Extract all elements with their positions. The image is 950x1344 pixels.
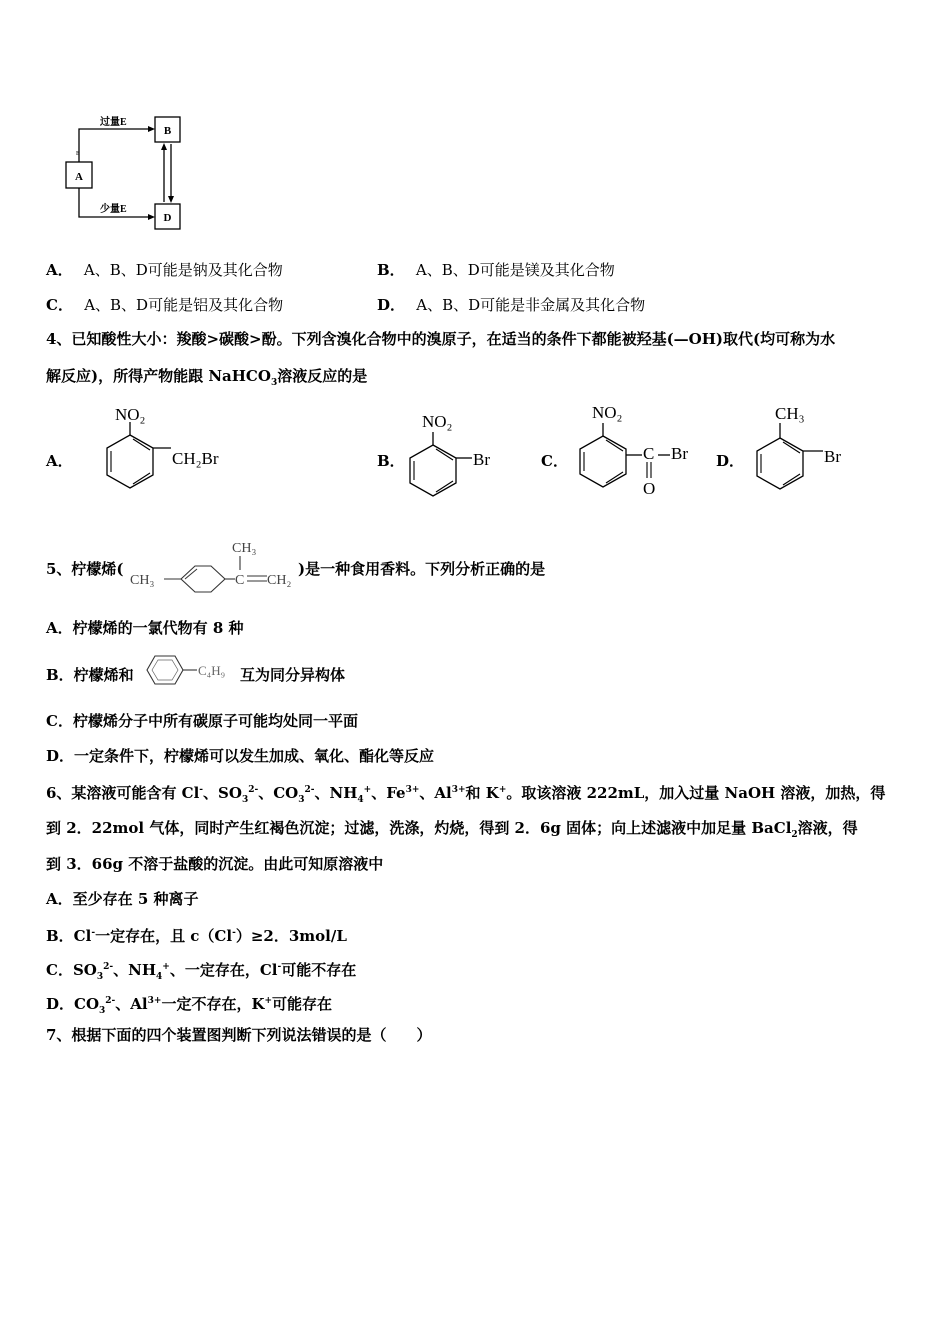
q5-option-a[interactable]: A．柠檬烯的一氯代物有 8 种 <box>46 619 244 637</box>
q7-stem: 7、根据下面的四个装置图判断下列说法错误的是（ ） <box>46 1026 432 1044</box>
svg-text:O: O <box>643 479 656 498</box>
q6-option-d[interactable]: D．$CO_3^{2-}$、$Al^{3+}$一定不存在，K+可能存在 <box>46 995 333 1016</box>
svg-text:CH₂: CH₂ <box>267 573 292 588</box>
q5-option-d[interactable]: D．一定条件下，柠檬烯可以发生加成、氧化、酯化等反应 <box>46 747 435 765</box>
q4-option-d-structure <box>745 398 865 503</box>
q3-option-d-label: D． <box>377 296 406 314</box>
node-b-label: B <box>163 125 172 137</box>
q4-option-a-label[interactable]: A． <box>46 452 73 470</box>
limonene-structure <box>127 532 302 598</box>
q5-option-c[interactable]: C．柠檬烯分子中所有碳原子可能均处同一平面 <box>46 712 358 730</box>
svg-text:CH₂Br: CH₂Br <box>172 449 219 468</box>
svg-text:CH₃: CH₃ <box>130 573 155 588</box>
svg-text:Br: Br <box>824 447 841 466</box>
q4-option-a-structure <box>75 400 220 505</box>
q3-option-b[interactable] <box>377 260 615 280</box>
q6-option-b[interactable]: B．Cl-一定存在，且 c（Cl-）≥2．3mol/L <box>46 927 347 945</box>
q6-stem-line1: 6、某溶液可能含有 Cl-、$SO_3^{2-}$、$CO_3^{2-}$、$NH_4^+$、$Fe^{3+}$、$Al^{3+}$和 K+。取该溶液 222mL，加入过量 NaOH 溶液，加热，得 <box>46 784 886 805</box>
q4-option-b-structure <box>400 405 510 505</box>
q5-stem-post: )是一种食用香料。下列分析正确的是 <box>298 560 546 578</box>
node-a-label: A <box>75 171 83 183</box>
q3-option-d-text: A、B、D可能是非金属及其化合物 <box>416 296 646 314</box>
q4-option-d-label[interactable]: D． <box>716 452 745 470</box>
q3-option-c[interactable] <box>46 295 283 315</box>
q3-option-d[interactable] <box>377 295 645 315</box>
q6-option-a[interactable]: A．至少存在 5 种离子 <box>46 890 199 908</box>
svg-text:C₄H₉: C₄H₉ <box>198 663 226 678</box>
q4-stem-line1: 4、已知酸性大小：羧酸>碳酸>酚。下列含溴化合物中的溴原子，在适当的条件下都能被羟基(—OH)取代(均可称为水 <box>46 330 836 348</box>
svg-text:NO₂: NO₂ <box>592 403 623 422</box>
edge-side-label: E <box>76 151 80 157</box>
q4-option-c-label[interactable]: C． <box>541 452 568 470</box>
q3-option-a-text: A、B、D可能是钠及其化合物 <box>83 261 283 279</box>
q3-option-b-text: A、B、D可能是镁及其化合物 <box>415 261 615 279</box>
q3-option-c-label: C． <box>46 296 73 314</box>
q6-option-c[interactable]: C．$SO_3^{2-}$、$NH_4^+$、一定存在，Cl-可能不存在 <box>46 961 357 982</box>
q5-option-b-post: 互为同分异构体 <box>240 666 346 684</box>
q4-option-b-label[interactable]: B． <box>377 452 405 470</box>
q6-stem-line3: 到 3．66g 不溶于盐酸的沉淀。由此可知原溶液中 <box>46 855 384 873</box>
svg-text:CH₃: CH₃ <box>775 404 805 423</box>
node-d-label: D <box>163 212 172 224</box>
butylbenzene-structure <box>141 650 241 690</box>
q3-option-c-text: A、B、D可能是铝及其化合物 <box>84 296 284 314</box>
reaction-diagram <box>60 110 200 235</box>
q4-stem-line2: 解反应)，所得产物能跟 NaHCO$_3$溶液反应的是 <box>46 367 368 388</box>
svg-text:Br: Br <box>671 444 688 463</box>
svg-text:NO₂: NO₂ <box>422 412 453 431</box>
q3-option-b-label: B． <box>377 261 405 279</box>
svg-text:C: C <box>643 444 655 463</box>
q5-option-b-pre: B．柠檬烯和 <box>46 666 134 684</box>
q4-option-c-structure <box>570 398 700 503</box>
arrow-a-to-b <box>79 129 152 162</box>
q6-stem-line2: 到 2．22mol 气体，同时产生红褐色沉淀；过滤，洗涤，灼烧，得到 2．6g 固体；向上述滤液中加足量 BaCl$_2$溶液，得 <box>46 819 858 840</box>
q3-option-a[interactable] <box>46 260 283 280</box>
svg-text:C: C <box>235 573 245 588</box>
q3-option-a-label: A． <box>46 261 73 279</box>
q5-option-b[interactable] <box>46 665 134 685</box>
edge-top-label: 过量E <box>100 117 127 128</box>
svg-text:Br: Br <box>473 450 490 469</box>
edge-bottom-label: 少量E <box>100 204 127 215</box>
q5-stem-pre: 5、柠檬烯( <box>46 560 124 578</box>
svg-text:CH₃: CH₃ <box>232 541 257 556</box>
svg-text:NO₂: NO₂ <box>115 405 146 424</box>
